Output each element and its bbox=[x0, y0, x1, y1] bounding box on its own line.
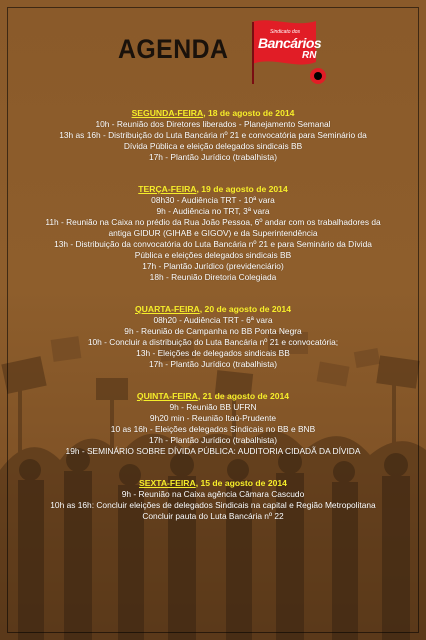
logo-small-text: Sindicato dos bbox=[270, 29, 301, 35]
date: , 18 de agosto de 2014 bbox=[203, 108, 295, 118]
weekday: QUARTA-FEIRA bbox=[135, 304, 200, 314]
agenda-entry: 10h - Reunião dos Diretores liberados - Planejamento Semanal bbox=[95, 119, 331, 129]
weekday: QUINTA-FEIRA bbox=[136, 391, 198, 401]
date: , 19 de agosto de 2014 bbox=[196, 184, 288, 194]
agenda-entry: antiga GIDUR (GIHAB e GIGOV) e da Superintendência bbox=[108, 228, 318, 238]
agenda-entry: 9h - Reunião BB UFRN bbox=[169, 402, 257, 412]
agenda-entry: Concluir pauta do Luta Bancária nº 22 bbox=[142, 511, 284, 521]
day-monday bbox=[0, 108, 426, 163]
agenda-entry: 10h - Concluir a distribuição do Luta Bancária nº 21 e convocatória; bbox=[87, 337, 339, 347]
agenda-entry: Dívida Pública e eleição delegados sindicais BB bbox=[123, 141, 303, 151]
date: , 20 de agosto de 2014 bbox=[199, 304, 291, 314]
day-heading bbox=[0, 304, 426, 315]
logo-region-text: RN bbox=[302, 50, 317, 61]
agenda-entry: 10h as 16h: Concluir eleições de delegados Sindicais na capital e Região Metropolitana bbox=[50, 500, 376, 510]
day-heading bbox=[0, 184, 426, 195]
agenda-entry: 13h - Distribuição da convocatória do Luta Bancária nº 21 e para Seminário da Dívida bbox=[54, 239, 372, 249]
union-logo bbox=[250, 18, 330, 88]
agenda-entry: 13h - Eleições de delegados sindicais BB bbox=[136, 348, 290, 358]
agenda-entry: Pública e eleições delegados sindicais BB bbox=[134, 250, 292, 260]
weekday: TERÇA-FEIRA bbox=[138, 184, 197, 194]
date: , 21 de agosto de 2014 bbox=[197, 391, 290, 401]
weekday: SEXTA-FEIRA bbox=[139, 478, 196, 488]
logo-main-text: Bancários bbox=[258, 35, 322, 51]
agenda-entry: 11h - Reunião na Caixa no prédio da Rua João Pessoa, 6º andar com os trabalhadores da bbox=[45, 217, 381, 227]
agenda-entry: 17h - Plantão Jurídico (trabalhista) bbox=[148, 359, 278, 369]
agenda-entry: 17h - Plantão Jurídico (trabalhista) bbox=[148, 152, 278, 162]
agenda-entry: 9h - Audiência no TRT, 3ª vara bbox=[156, 206, 270, 216]
day-tuesday bbox=[0, 184, 426, 283]
day-heading bbox=[0, 478, 426, 489]
day-thursday bbox=[0, 391, 426, 457]
agenda-entry: 13h as 16h - Distribuição do Luta Bancária nº 21 e convocatória para Seminário da bbox=[59, 130, 367, 140]
date: , 15 de agosto de 2014 bbox=[195, 478, 287, 488]
weekday: SEGUNDA-FEIRA bbox=[131, 108, 204, 118]
agenda-title: AGENDA bbox=[118, 34, 229, 64]
agenda-entry: 08h30 - Audiência TRT - 10ª vara bbox=[151, 195, 275, 205]
agenda-entry: 10 as 16h - Eleições delegados Sindicais no BB e BNB bbox=[110, 424, 316, 434]
day-heading bbox=[0, 108, 426, 119]
header bbox=[0, 0, 426, 100]
agenda-entry: 17h - Plantão Jurídico (previdenciário) bbox=[142, 261, 284, 271]
agenda-entry: 9h20 min - Reunião Itaú-Prudente bbox=[149, 413, 277, 423]
agenda-entry: 9h - Reunião de Campanha no BB Ponta Negra bbox=[124, 326, 302, 336]
day-wednesday bbox=[0, 304, 426, 370]
agenda-entry: 08h20 - Audiência TRT - 6ª vara bbox=[153, 315, 273, 325]
agenda-entry: 19h - SEMINÁRIO SOBRE DÍVIDA PÚBLICA: AUDITORIA CIDADÃ DA DÍVIDA bbox=[65, 446, 361, 456]
day-heading bbox=[0, 391, 426, 402]
agenda-entry: 18h - Reunião Diretoria Colegiada bbox=[149, 272, 277, 282]
agenda-content bbox=[0, 108, 426, 522]
day-friday bbox=[0, 478, 426, 522]
agenda-entry: 17h - Plantão Jurídico (trabalhista) bbox=[148, 435, 278, 445]
agenda-entry: 9h - Reunião na Caixa agência Câmara Cascudo bbox=[121, 489, 305, 499]
